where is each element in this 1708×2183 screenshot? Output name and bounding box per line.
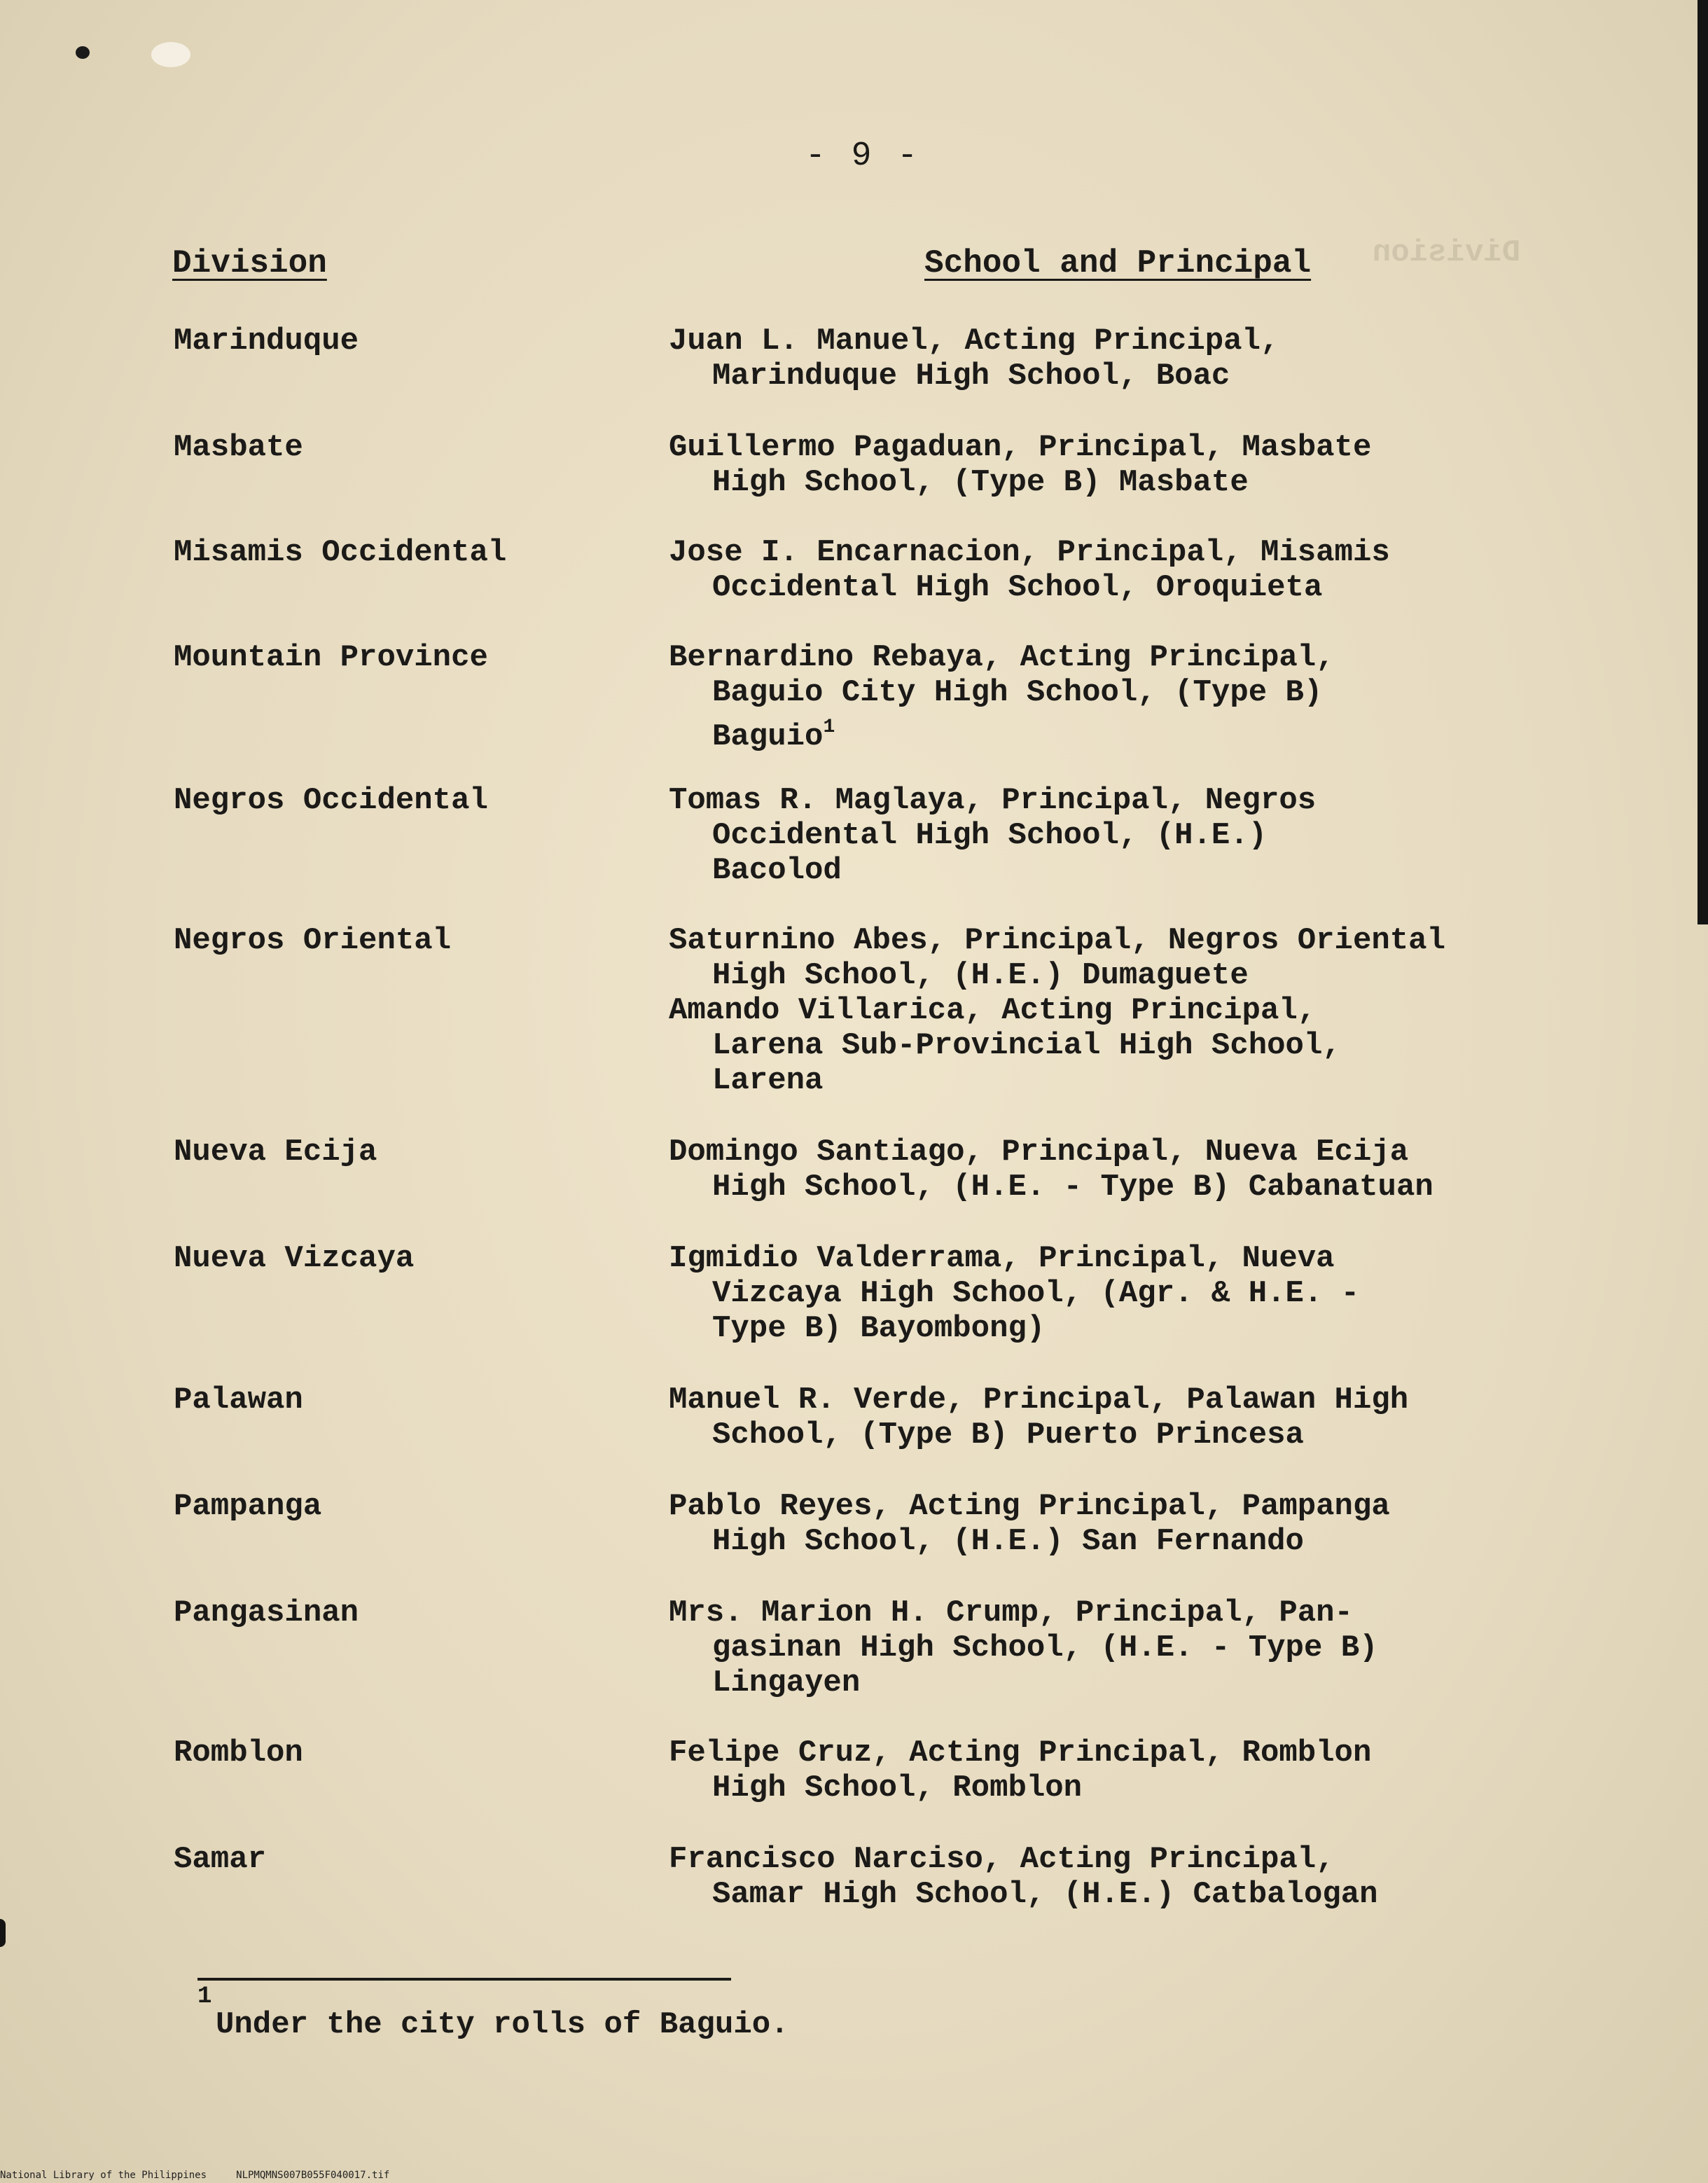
school-principal-entry <box>669 923 1445 1098</box>
school-principal-entry <box>669 1842 1378 1912</box>
entry-line: Mrs. Marion H. Crump, Principal, Pan- <box>669 1595 1353 1630</box>
school-principal-entry <box>669 1135 1433 1205</box>
bleed-through: Division <box>1373 235 1521 270</box>
entry-line: Lingayen <box>712 1665 861 1700</box>
entry-line: Saturnino Abes, Principal, Negros Oriental <box>669 923 1445 958</box>
entry-line: Occidental High School, (H.E.) <box>712 818 1268 853</box>
entry-line: Type B) Bayombong) <box>712 1311 1046 1346</box>
division-name: Nueva Vizcaya <box>174 1241 415 1276</box>
division-name: Romblon <box>174 1735 303 1770</box>
footnote-text: Under the city rolls of Baguio. <box>216 2007 789 2042</box>
entry-line: Tomas R. Maglaya, Principal, Negros <box>669 783 1317 818</box>
punch-hole <box>76 46 90 59</box>
page-number: - 9 - <box>805 137 921 175</box>
school-principal-entry <box>669 1382 1408 1453</box>
entry-line: Igmidio Valderrama, Principal, Nueva <box>669 1241 1335 1276</box>
entry-line: High School, (Type B) Masbate <box>712 465 1249 500</box>
entry-line-with-footnote <box>669 710 1335 754</box>
entry-line: High School, (H.E.) San Fernando <box>712 1524 1304 1559</box>
school-principal-entry <box>669 1489 1390 1559</box>
division-name: Negros Oriental <box>174 923 452 958</box>
division-name: Negros Occidental <box>174 783 488 818</box>
school-principal-entry <box>669 1735 1371 1806</box>
header-school-and-principal: School and Principal <box>924 245 1312 282</box>
school-principal-entry <box>669 783 1316 888</box>
scan-edge-left <box>0 1919 6 1947</box>
division-name: Samar <box>174 1842 267 1877</box>
division-name: Pangasinan <box>174 1595 359 1630</box>
scan-caption: National Library of the Philippines NLPMQMNS007B055F040017.tif <box>0 2170 390 2181</box>
school-principal-entry <box>669 535 1390 605</box>
entry-line: Samar High School, (H.E.) Catbalogan <box>712 1877 1378 1912</box>
entry-line: gasinan High School, (H.E. - Type B) <box>712 1630 1378 1665</box>
entry-line: Domingo Santiago, Principal, Nueva Ecija <box>669 1135 1409 1170</box>
entry-line: Bernardino Rebaya, Acting Principal, <box>669 640 1335 675</box>
entry-line: Vizcaya High School, (Agr. & H.E. - <box>712 1276 1360 1311</box>
entry-line: Baguio <box>712 719 824 754</box>
footnote-rule <box>197 1978 731 1981</box>
entry-line: Amando Villarica, Acting Principal, <box>669 993 1317 1028</box>
footnote-reference: 1 <box>823 716 835 738</box>
division-name: Marinduque <box>174 324 359 359</box>
division-name: Misamis Occidental <box>174 535 507 570</box>
school-principal-entry <box>669 324 1279 394</box>
division-name: Nueva Ecija <box>174 1135 377 1170</box>
scan-edge-right <box>1697 0 1708 924</box>
entry-line: Occidental High School, Oroquieta <box>712 570 1323 605</box>
entry-line: Larena Sub-Provincial High School, <box>712 1028 1341 1063</box>
entry-line: Marinduque High School, Boac <box>712 359 1230 394</box>
paper-tear <box>151 42 190 67</box>
entry-line: High School, (H.E. - Type B) Cabanatuan <box>712 1170 1433 1205</box>
entry-line: School, (Type B) Puerto Princesa <box>712 1418 1304 1453</box>
entry-line: Francisco Narciso, Acting Principal, <box>669 1842 1335 1877</box>
division-name: Mountain Province <box>174 640 488 675</box>
division-name: Palawan <box>174 1382 303 1418</box>
entry-line: Larena <box>712 1063 824 1098</box>
entry-line: Juan L. Manuel, Acting Principal, <box>669 324 1279 359</box>
entry-line: High School, (H.E.) Dumaguete <box>712 958 1249 993</box>
entry-line: High School, Romblon <box>712 1770 1083 1806</box>
entry-line: Baguio City High School, (Type B) <box>712 675 1323 710</box>
school-principal-entry <box>669 1241 1359 1346</box>
entry-line: Guillermo Pagaduan, Principal, Masbate <box>669 430 1372 465</box>
entry-line: Bacolod <box>712 853 842 888</box>
footnote <box>197 1983 789 2128</box>
entry-line: Pablo Reyes, Acting Principal, Pampanga <box>669 1489 1390 1524</box>
entry-line: Jose I. Encarnacion, Principal, Misamis <box>669 535 1390 570</box>
division-name: Masbate <box>174 430 303 465</box>
school-principal-entry <box>669 1595 1378 1700</box>
school-principal-entry <box>669 430 1371 500</box>
entry-line: Felipe Cruz, Acting Principal, Romblon <box>669 1735 1372 1770</box>
header-division: Division <box>172 245 327 282</box>
entry-line: Manuel R. Verde, Principal, Palawan High <box>669 1382 1409 1418</box>
school-principal-entry <box>669 640 1335 754</box>
division-name: Pampanga <box>174 1489 322 1524</box>
footnote-mark: 1 <box>197 1983 212 2010</box>
